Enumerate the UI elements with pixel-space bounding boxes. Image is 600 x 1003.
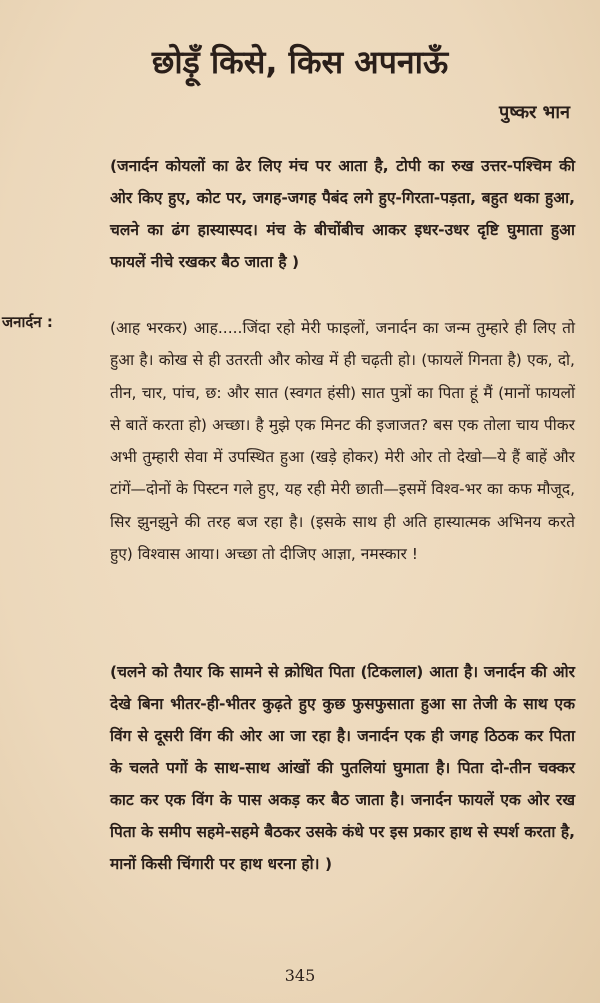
dialogue-text: (आह भरकर) आह.....जिंदा रहो मेरी फाइलों, जनार्दन का जन्म तुम्हारे ही लिए तो हुआ है। कोख से ही उतरती और कोख में ही चढ़ती हो। (फायलें गिनता है) एक, दो, तीन, चार, पांच, छ: और सात (स्वगत हंसी) सात पुत्रों का पिता हूं मैं (मानों फायलों से बातें करता हो) अच्छा। है मुझे एक मिनट की इजाजत? बस एक तोला चाय पीकर अभी तुम्हारी सेवा में उपस्थित हुआ (खड़े होकर) मेरी ओर तो देखो—ये हैं बाहें और टांगें—दोनों के पिस्टन गले हुए, यह रही मेरी छाती—इसमें विश्व-भर का कफ मौजूद, सिर झुनझुने की तरह बज रहा है। (इसके साथ ही अति हास्यात्मक अभिनय करते हुए) विश्वास आया। अच्छा तो दीजिए आज्ञा, नमस्कार ! [110,319,575,564]
author-name: पुष्कर भान [499,102,570,123]
page-number: 345 [284,966,316,985]
stage-direction-father-enters: (चलने को तैयार कि सामने से क्रोधित पिता (टिकलाल) आता है। जनार्दन की ओर देखे बिना भीतर-ही-भीतर कुढ़ते हुए कुछ फुसफुसाता हुआ सा तेजी के साथ एक विंग से दूसरी विंग की ओर आ जा रहा है। जनार्दन एक ही जगह ठिठक कर पिता के चलते पगों के साथ-साथ आंखों की पुतलियां घुमाता है। पिता दो-तीन चक्कर काट कर एक विंग के पास अकड़ कर बैठ जाता है। जनार्दन फायलें एक ओर रख पिता के समीप सहमे-सहमे बैठकर उसके कंधे पर इस प्रकार हाथ से स्पर्श करता है, मानों किसी चिंगारी पर हाथ धरना हो। ) [110,663,575,873]
speaker-label: जनार्दन : [2,313,53,331]
stage-direction-opening: (जनार्दन कोयलों का ढेर लिए मंच पर आता है, टोपी का रुख उत्तर-पश्चिम की ओर किए हुए, कोट पर, जगह-जगह पैबंद लगे हुए-गिरता-पड़ता, बहुत थका हुआ, चलने का ढंग हास्यास्पद। मंच के बीचोंबीच आकर इधर-उधर दृष्टि घुमाता हुआ फायलें नीचे रखकर बैठ जाता है ) [110,157,575,271]
page-title: छोड़ूँ किसे, किस अपनाऊँ [151,43,449,81]
